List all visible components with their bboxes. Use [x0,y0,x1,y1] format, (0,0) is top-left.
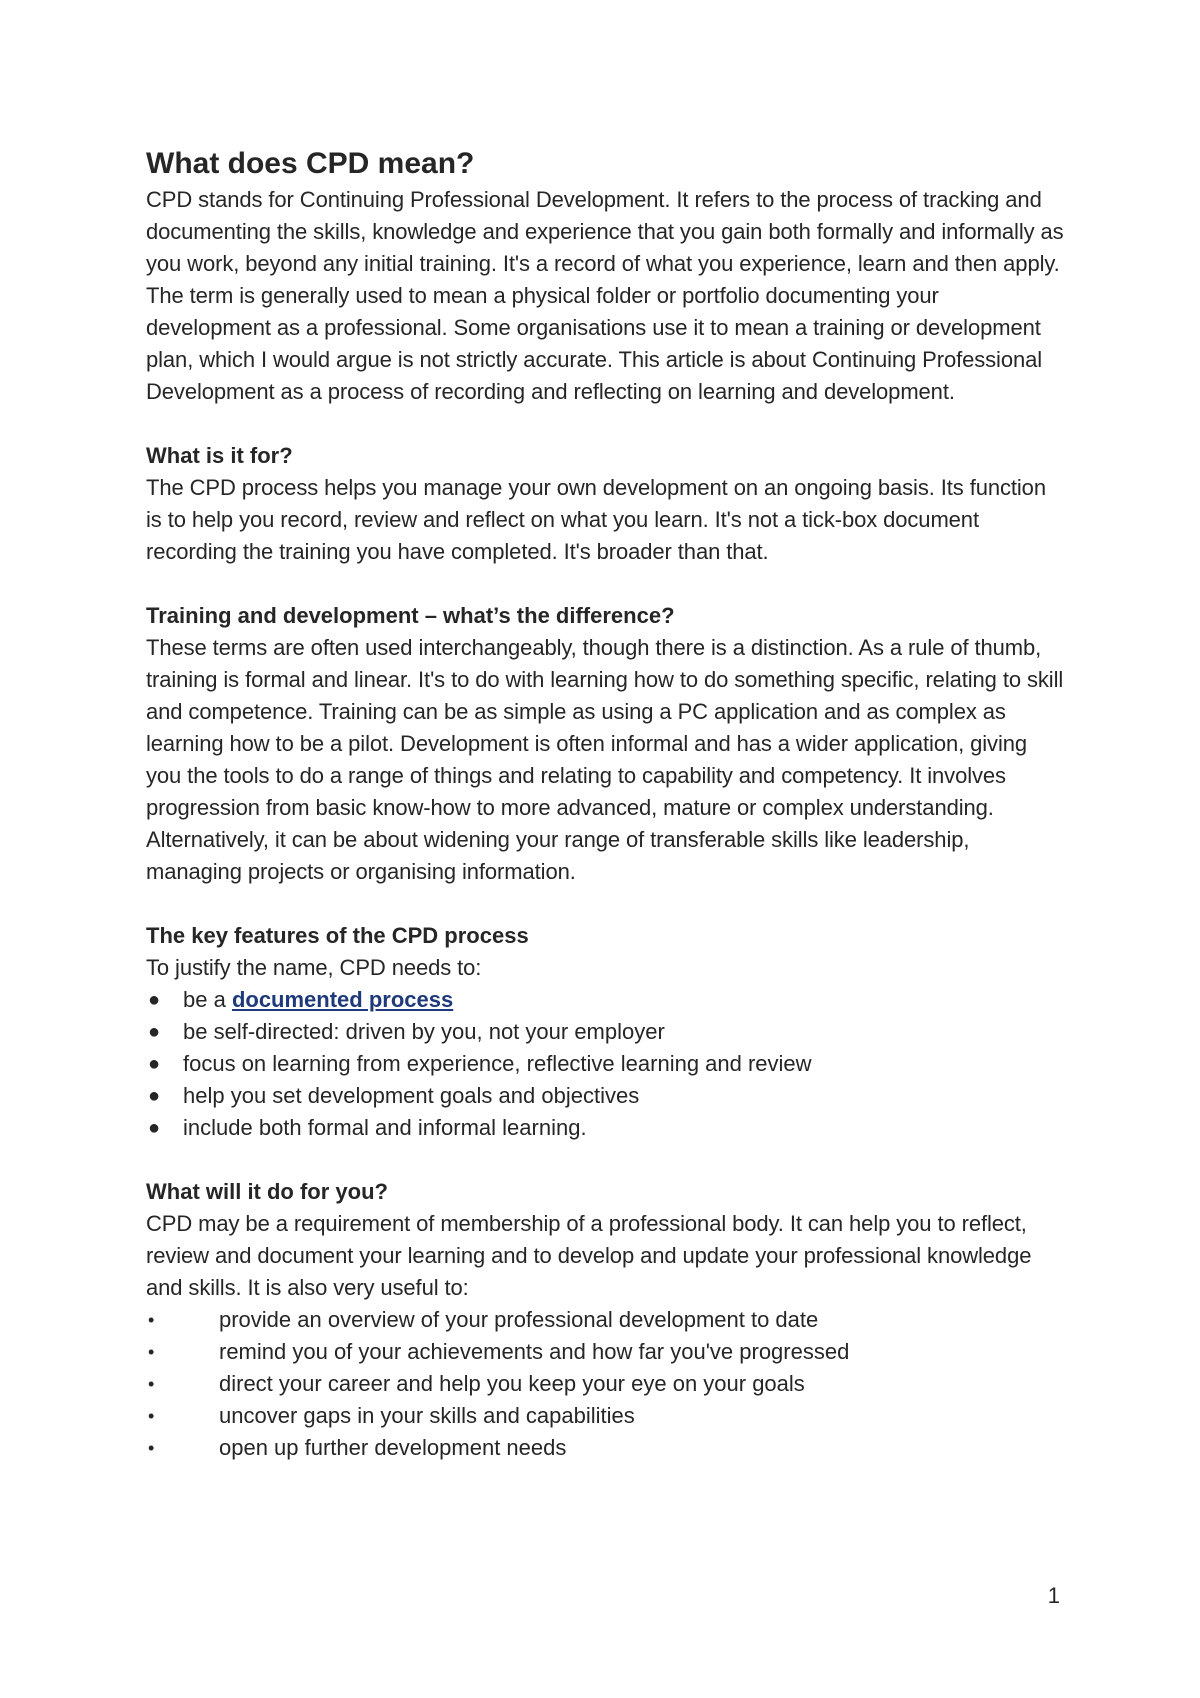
list-item [146,1304,1066,1336]
page-number: 1 [1047,1583,1060,1608]
bullet-icon: ● [148,1117,161,1139]
list-item [146,1080,1066,1112]
bullet-icon: ● [148,1021,161,1043]
section-heading-benefits: What will it do for you? [146,1179,388,1204]
section-body-difference: These terms are often used interchangeably, though there is a distinction. As a rule of thumb, training is formal and linear. It's to do with learning how to do something specific, relating to skill and competence. Training can be as simple as using a PC application and as complex as learning how to be a pilot. Development is often informal and has a wider application, giving you the tools to do a range of things and relating to capability and competency. It involves progression from basic know-how to more advanced, mature or complex understanding. Alternatively, it can be about widening your range of transferable skills like leadership, managing projects or organising information. [146,635,1064,884]
section-heading-purpose: What is it for? [146,443,293,468]
section-difference [146,600,1066,888]
features-intro: To justify the name, CPD needs to: [146,955,482,980]
list-item [146,1048,1066,1080]
section-benefits [146,1176,1066,1464]
list-item-text: uncover gaps in your skills and capabilities [219,1403,635,1428]
documented-process-link[interactable]: documented process [231,987,454,1012]
list-item-prefix: be a [183,987,232,1012]
section-heading-difference: Training and development – what’s the difference? [146,603,675,628]
bullet-icon: ● [148,1085,161,1107]
bullet-icon: ● [148,1053,161,1075]
bullet-icon: • [148,1374,155,1394]
intro-paragraph: CPD stands for Continuing Professional Development. It refers to the process of tracking and documenting the skills, knowledge and experience that you gain both formally and informally as you work, beyond any initial training. It's a record of what you experience, learn and then apply. The term is generally used to mean a physical folder or portfolio documenting your development as a professional. Some organisations use it to mean a training or development plan, which I would argue is not strictly accurate. This article is about Continuing Professional Development as a process of recording and reflecting on learning and development. [146,187,1064,404]
bullet-icon: • [148,1342,155,1362]
list-item [146,984,1066,1016]
list-item-text: include both formal and informal learning. [183,1115,587,1140]
list-item [146,1016,1066,1048]
list-item-text: direct your career and help you keep your eye on your goals [219,1371,805,1396]
list-item-text: provide an overview of your professional development to date [219,1307,819,1332]
list-item [146,1432,1066,1464]
list-item [146,1368,1066,1400]
list-item-text: help you set development goals and objectives [183,1083,640,1108]
bullet-icon: ● [148,989,161,1011]
benefits-list [146,1304,1066,1464]
list-item [146,1400,1066,1432]
document-page [146,144,1066,1464]
section-body-benefits: CPD may be a requirement of membership of a professional body. It can help you to reflect, review and document your learning and to develop and update your professional knowledge and skills. It is also very useful to: [146,1211,1032,1300]
section-purpose [146,440,1066,568]
list-item-text: focus on learning from experience, reflective learning and review [183,1051,812,1076]
features-list [146,984,1066,1144]
list-item-text: remind you of your achievements and how far you've progressed [219,1339,850,1364]
list-item-text: open up further development needs [219,1435,567,1460]
bullet-icon: • [148,1310,155,1330]
bullet-icon: • [148,1438,155,1458]
list-item [146,1336,1066,1368]
section-body-purpose: The CPD process helps you manage your own development on an ongoing basis. Its function is to help you record, review and reflect on what you learn. It's not a tick-box document recording the training you have completed. It's broader than that. [146,475,1046,564]
list-item-text: be self-directed: driven by you, not your employer [183,1019,665,1044]
section-heading-features: The key features of the CPD process [146,923,529,948]
section-features [146,920,1066,1144]
document-title: What does CPD mean? [146,147,475,180]
list-item [146,1112,1066,1144]
bullet-icon: • [148,1406,155,1426]
